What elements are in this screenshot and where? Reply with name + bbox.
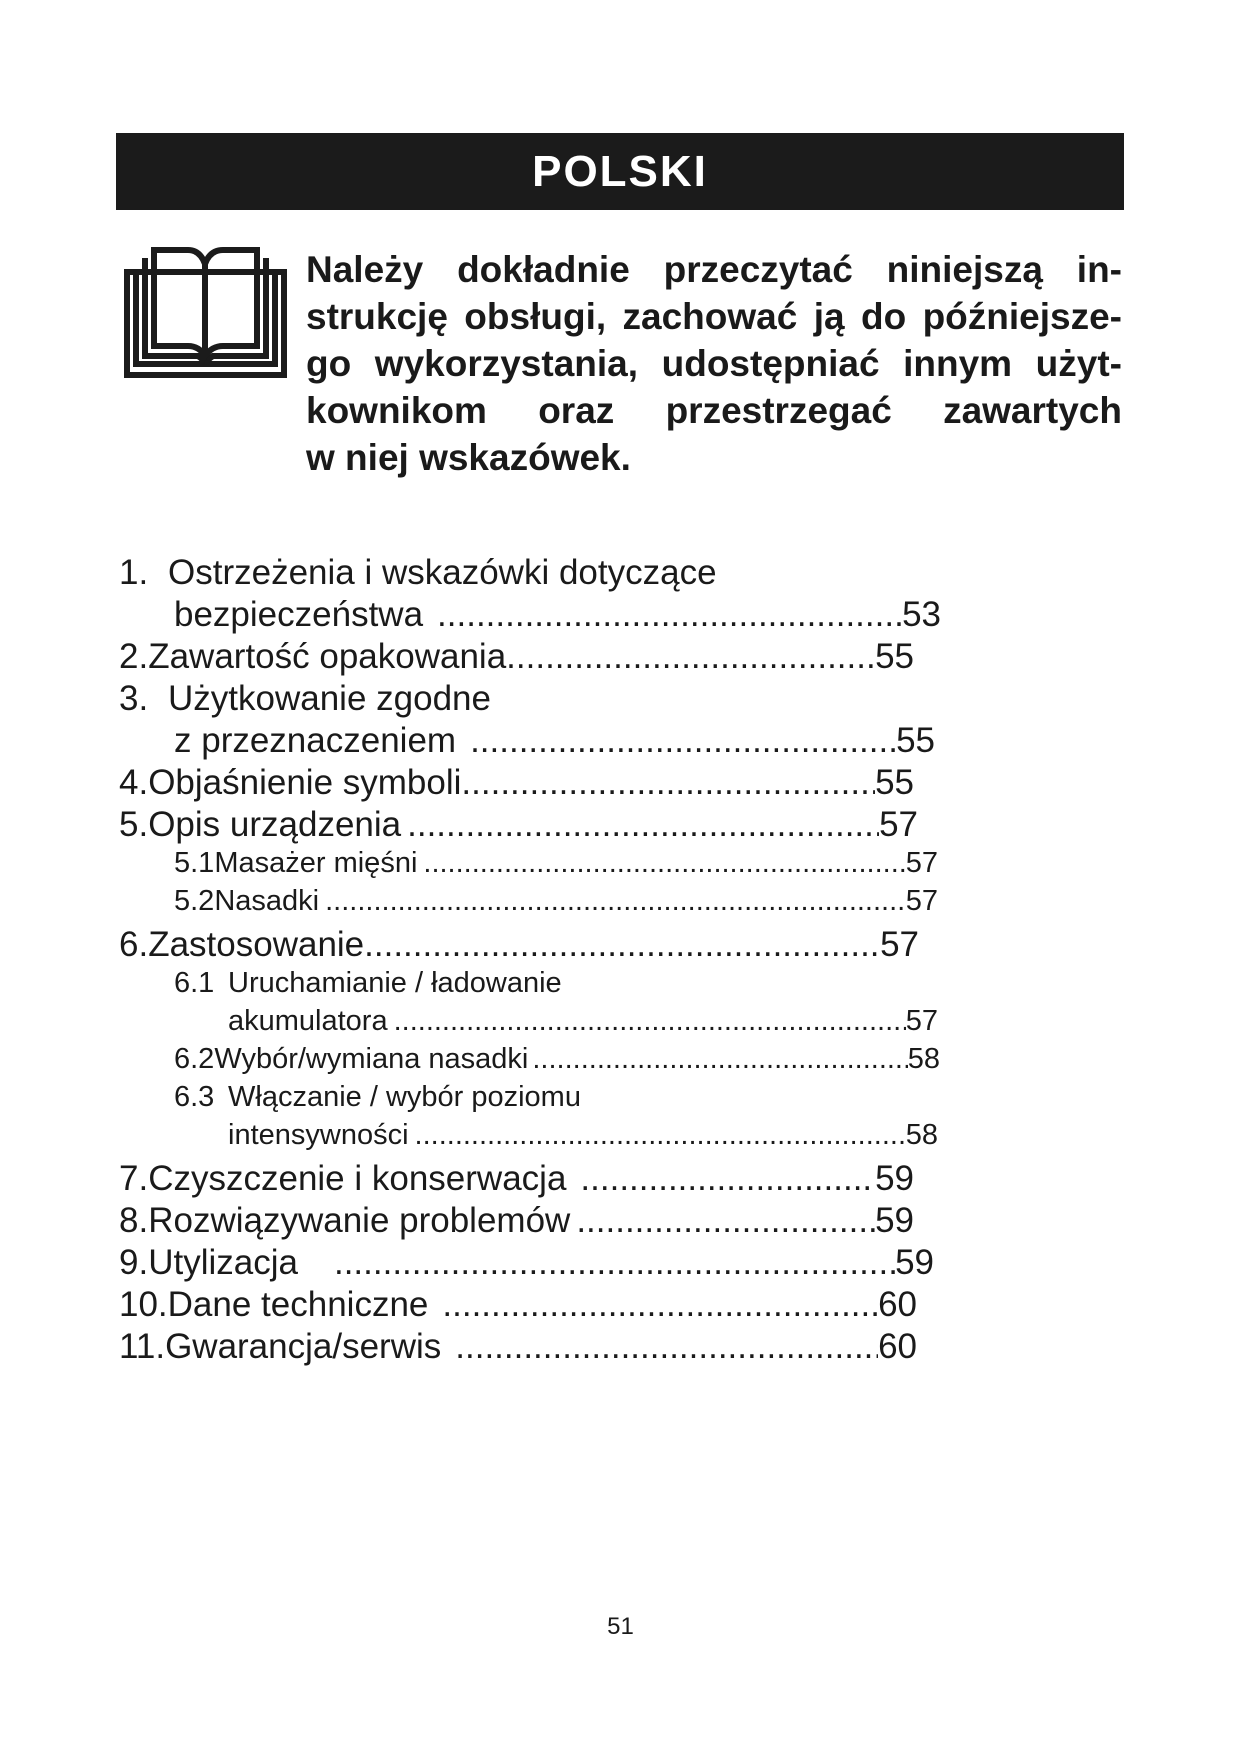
toc-subentry — [174, 1043, 940, 1081]
language-title: POLSKI — [532, 146, 708, 196]
toc-entry-page: 57 — [880, 925, 919, 964]
toc-entry — [119, 763, 914, 805]
toc-entry-title: intensywności — [228, 1119, 409, 1151]
toc-entry-title: Rozwiązywanie problemów — [148, 1201, 571, 1240]
toc-entry-title: Nasadki — [214, 885, 320, 917]
toc-entry-title: Gwarancja/serwis — [165, 1327, 442, 1366]
toc-subentry-continuation — [228, 1119, 938, 1157]
toc-entry-title: z przeznaczeniem — [174, 721, 457, 760]
toc-entry-number: 5.2 — [174, 885, 215, 917]
toc-entry-title: bezpieczeństwa — [174, 595, 424, 634]
toc-entry-title: Opis urządzenia — [148, 805, 402, 844]
toc-entry-page: 57 — [905, 1005, 938, 1037]
toc-entry-number: 6.2 — [174, 1043, 215, 1075]
page-number: 51 — [607, 1613, 634, 1640]
toc-entry-page: 60 — [878, 1285, 917, 1324]
toc-entry-title: Masażer mięśni — [214, 847, 418, 879]
toc-entry-page: 55 — [896, 721, 935, 760]
toc-entry-title: Objaśnienie symboli — [148, 763, 462, 802]
toc-subentry — [174, 885, 938, 923]
toc-entry-number: 5. — [119, 805, 149, 844]
toc-entry-title: Wybór/wymiana nasadki — [214, 1043, 529, 1075]
toc-entry-title: Utylizacja — [148, 1243, 298, 1282]
toc-entry-number: 10. — [119, 1285, 168, 1324]
toc-entry-page: 58 — [905, 1119, 938, 1151]
toc-entry-number: 6. — [119, 925, 149, 964]
toc-entry-title: Ostrzeżenia i wskazówki dotyczące — [168, 553, 717, 592]
toc-entry — [119, 1327, 917, 1369]
book-icon — [124, 246, 287, 379]
notice-line: go wykorzystania, udostępniać innym użyt- — [306, 343, 1122, 384]
toc-entry — [119, 1243, 934, 1285]
toc-entry-page: 59 — [875, 1201, 914, 1240]
toc-entry — [119, 1201, 914, 1243]
toc-entry-number: 7. — [119, 1159, 149, 1198]
toc-entry — [119, 805, 918, 847]
notice-line: kownikom oraz przestrzegać zawartych — [306, 390, 1122, 431]
toc-subentry — [174, 967, 562, 1005]
toc-entry-number: 6.3 — [174, 1081, 215, 1113]
toc-entry-page: 55 — [875, 763, 914, 802]
toc-entry-number: 5.1 — [174, 847, 215, 879]
toc-entry-title: Dane techniczne — [167, 1285, 429, 1324]
toc-entry-number: 2. — [119, 637, 149, 676]
toc-entry-page: 59 — [895, 1243, 934, 1282]
toc-entry-number: 3. — [119, 679, 149, 718]
toc-entry-continuation — [174, 721, 935, 763]
toc-entry-continuation — [174, 595, 941, 637]
toc-subentry-continuation — [228, 1005, 938, 1043]
toc-subentry — [174, 847, 938, 885]
toc-entry-page: 57 — [905, 847, 938, 879]
toc-entry-page: 57 — [905, 885, 938, 917]
toc-entry — [119, 925, 919, 967]
toc-entry — [119, 553, 717, 595]
notice-line: strukcję obsługi, zachować ją do późniejsze- — [306, 296, 1122, 337]
notice-line: Należy dokładnie przeczytać niniejszą in- — [306, 249, 1122, 290]
toc-entry — [119, 1285, 917, 1327]
toc-entry — [119, 1159, 914, 1201]
toc-entry-number: 8. — [119, 1201, 149, 1240]
toc-entry-page: 60 — [878, 1327, 917, 1366]
toc-entry-title: Zastosowanie — [148, 925, 365, 964]
toc-entry-title: Uruchamianie / ładowanie — [228, 967, 562, 999]
language-banner — [116, 133, 1124, 210]
toc-entry-page: 59 — [875, 1159, 914, 1198]
toc-entry-page: 58 — [907, 1043, 940, 1075]
toc-subentry — [174, 1081, 581, 1119]
toc-entry-number: 9. — [119, 1243, 149, 1282]
toc-entry-title: akumulatora — [228, 1005, 388, 1037]
toc-entry-page: 55 — [875, 637, 914, 676]
toc-entry-number: 4. — [119, 763, 149, 802]
toc-entry-number: 11. — [119, 1327, 166, 1366]
toc-entry — [119, 637, 914, 679]
toc-entry-title: Czyszczenie i konserwacja — [148, 1159, 567, 1198]
toc-entry-number: 1. — [119, 553, 149, 592]
toc-entry-title: Zawartość opakowania — [148, 637, 507, 676]
toc-entry-page: 53 — [902, 595, 941, 634]
toc-entry-title: Użytkowanie zgodne — [168, 679, 491, 718]
toc-entry-title: Włączanie / wybór poziomu — [228, 1081, 581, 1113]
toc-entry — [119, 679, 491, 721]
read-instructions-notice — [306, 246, 1122, 481]
toc-entry-page: 57 — [879, 805, 918, 844]
notice-line: w niej wskazówek. — [306, 437, 631, 478]
toc-entry-number: 6.1 — [174, 967, 215, 999]
